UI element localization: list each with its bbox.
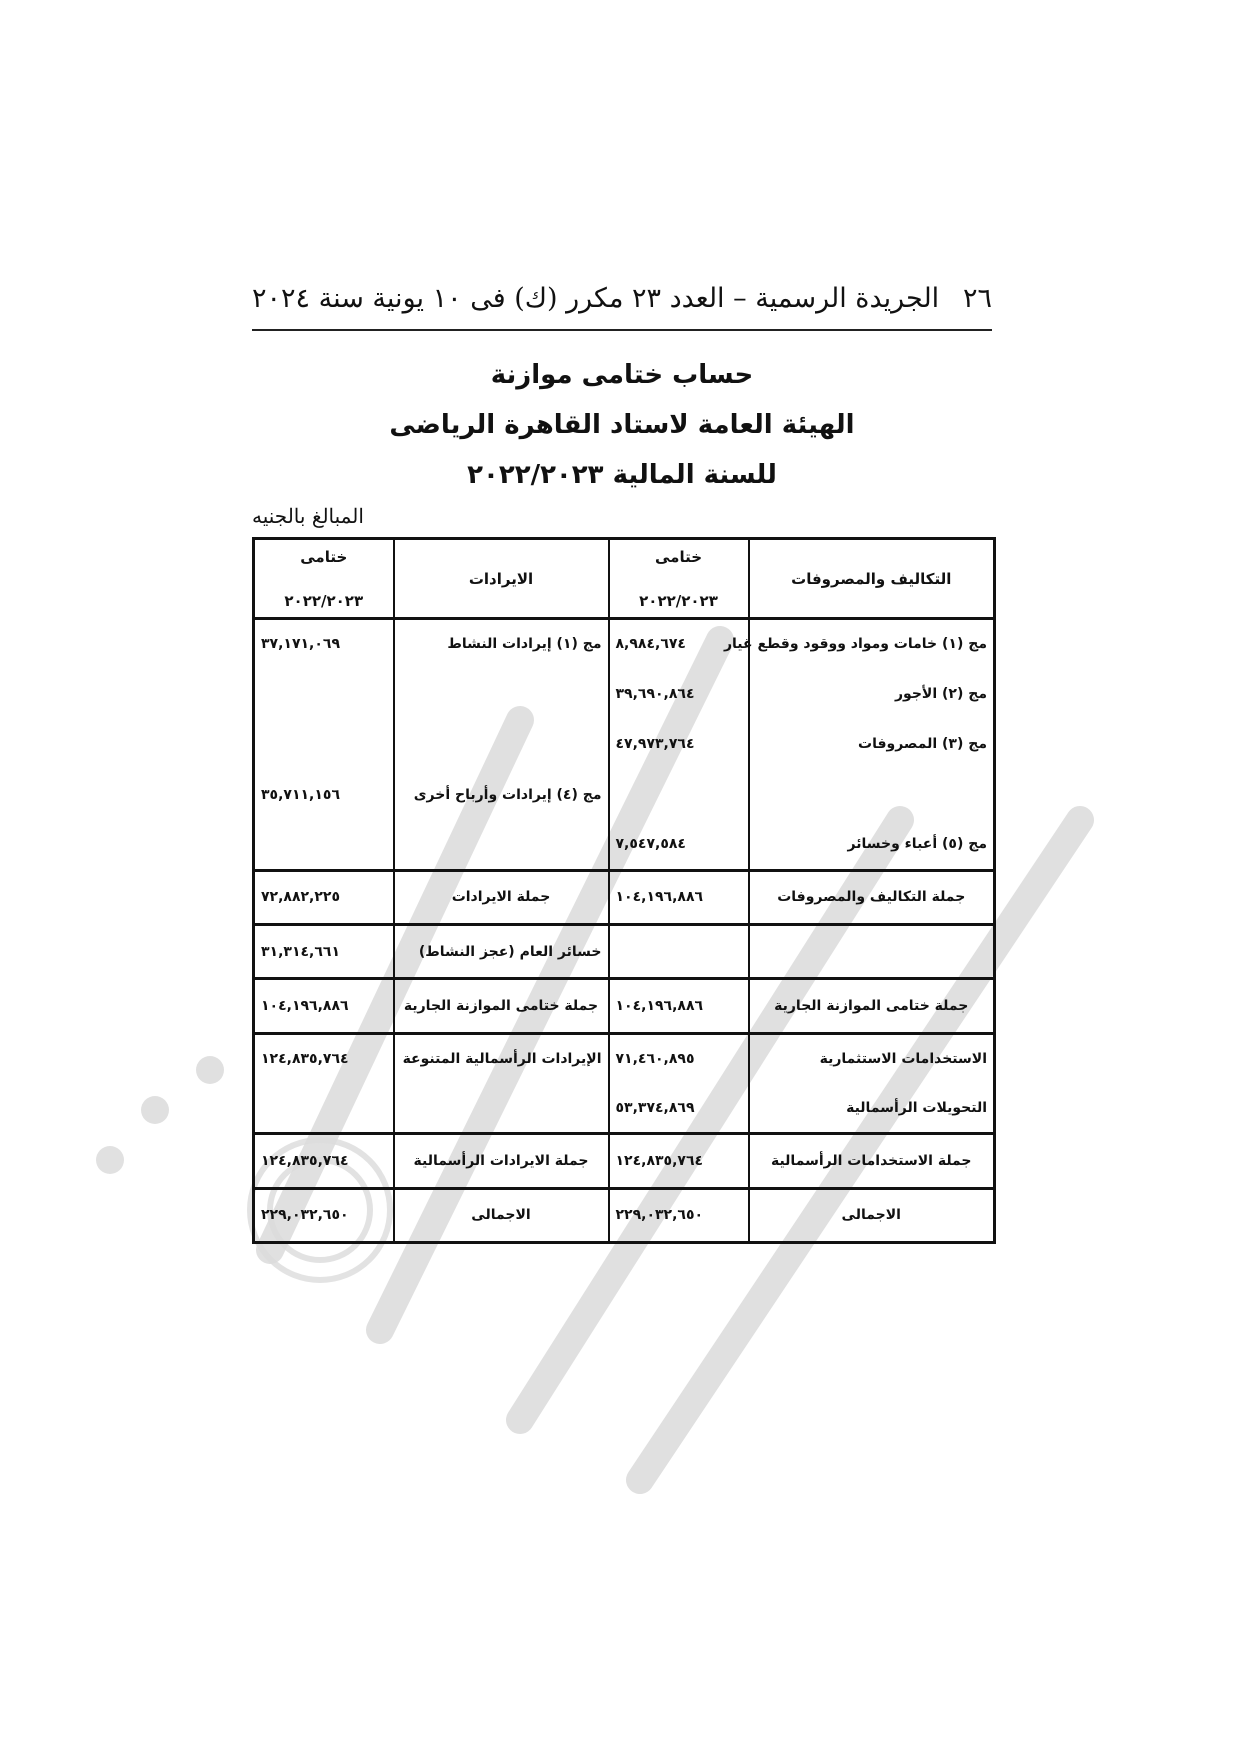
current-total-exp-label: جملة ختامى الموازنة الجارية [749,979,995,1033]
revenue-value: ٣٥,٧١١,١٥٦ [254,769,394,819]
expense-value [609,769,749,819]
current-total-rev-value: ١٠٤,١٩٦,٨٨٦ [254,979,394,1033]
current-budget-total-row [254,979,995,1033]
revenue-value [254,669,394,719]
capital-revenue-value: ١٢٤,٨٣٥,٧٦٤ [254,1033,394,1083]
header-final-expenses [609,539,749,619]
capital-total-row [254,1134,995,1188]
unit-note: المبالغ بالجنيه [252,504,364,528]
expense-value: ٨,٩٨٤,٦٧٤ [609,619,749,669]
header-final-year: ٢٠٢٢/٢٠٢٣ [639,591,718,610]
table-row [254,769,995,819]
header-final-year: ٢٠٢٢/٢٠٢٣ [284,591,364,610]
investment-row [254,1033,995,1083]
loss-row [254,924,995,978]
expense-value: ٣٩,٦٩٠,٨٦٤ [609,669,749,719]
expense-label [749,769,995,819]
header-final-revenues [254,539,394,619]
grand-total-row [254,1188,995,1242]
revenue-label [394,719,609,769]
current-total-exp-value: ١٠٤,١٩٦,٨٨٦ [609,979,749,1033]
revenue-label: مج (٤) إيرادات وأرباح أخرى [394,769,609,819]
expense-value: ٤٧,٩٧٣,٧٦٤ [609,719,749,769]
title-line-2: الهيئة العامة لاستاد القاهرة الرياضى [389,410,855,440]
empty-cell [749,924,995,978]
revenue-label: مج (١) إيرادات النشاط [394,619,609,669]
capital-revenue-label: الإيرادات الرأسمالية المتنوعة [394,1033,609,1083]
title-line-1: حساب ختامى موازنة [490,360,754,390]
loss-value: ٣١,٣١٤,٦٦١ [254,924,394,978]
table-row [254,619,995,669]
expense-label: مج (٥) أعباء وخسائر [749,820,995,870]
publication-line: الجريدة الرسمية – العدد ٢٣ مكرر (ك) فى ١٠ يونية سنة ٢٠٢٤ [252,282,940,314]
grand-total-exp-label: الاجمالى [749,1188,995,1242]
capital-total-exp-value: ١٢٤,٨٣٥,٧٦٤ [609,1134,749,1188]
loss-label: خسائر العام (عجز النشاط) [394,924,609,978]
header-final-label: ختامى [300,547,348,566]
page-header [252,276,992,320]
capital-transfers-value: ٥٣,٣٧٤,٨٦٩ [609,1083,749,1133]
revenue-label [394,820,609,870]
total-expenses-label: جملة التكاليف والمصروفات [749,870,995,924]
expense-value: ٧,٥٤٧,٥٨٤ [609,820,749,870]
table-row [254,719,995,769]
empty-cell [394,1083,609,1133]
capital-total-exp-label: جملة الاستخدامات الرأسمالية [749,1134,995,1188]
header-expenses: التكاليف والمصروفات [749,539,995,619]
total-revenues-label: جملة الايرادات [394,870,609,924]
header-rule [252,329,992,331]
empty-cell [254,1083,394,1133]
title-line-3: للسنة المالية ٢٠٢٢/٢٠٢٣ [467,460,777,490]
grand-total-exp-value: ٢٢٩,٠٣٢,٦٥٠ [609,1188,749,1242]
page-number: ٢٦ [962,282,992,314]
final-accounts-table [252,537,996,1244]
investment-label: الاستخدامات الاستثمارية [749,1033,995,1083]
total-expenses-row [254,870,995,924]
expense-label: مج (٢) الأجور [749,669,995,719]
total-revenues-value: ٧٢,٨٨٢,٢٢٥ [254,870,394,924]
document-titles [252,350,992,500]
current-total-rev-label: جملة ختامى الموازنة الجارية [394,979,609,1033]
header-revenues: الايرادات [394,539,609,619]
capital-transfers-label: التحويلات الرأسمالية [749,1083,995,1133]
revenue-label [394,669,609,719]
revenue-value [254,719,394,769]
expense-label: مج (١) خامات ومواد ووقود وقطع غيار [749,619,995,669]
grand-total-rev-label: الاجمالى [394,1188,609,1242]
revenue-value [254,820,394,870]
table-row [254,820,995,870]
expense-label: مج (٣) المصروفات [749,719,995,769]
table-header-row [254,539,995,619]
grand-total-rev-value: ٢٢٩,٠٣٢,٦٥٠ [254,1188,394,1242]
investment-value: ٧١,٤٦٠,٨٩٥ [609,1033,749,1083]
capital-transfers-row [254,1083,995,1133]
table-row [254,669,995,719]
empty-cell [609,924,749,978]
header-final-label: ختامى [654,547,703,566]
revenue-value: ٣٧,١٧١,٠٦٩ [254,619,394,669]
capital-total-rev-value: ١٢٤,٨٣٥,٧٦٤ [254,1134,394,1188]
capital-total-rev-label: جملة الايرادات الرأسمالية [394,1134,609,1188]
total-expenses-value: ١٠٤,١٩٦,٨٨٦ [609,870,749,924]
